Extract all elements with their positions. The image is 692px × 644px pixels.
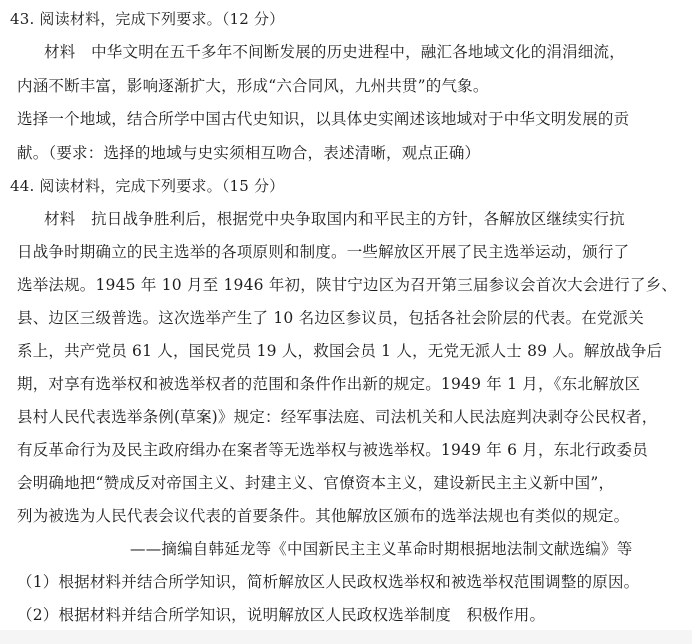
q44-source-citation: ——摘编自韩延龙等《中国新民主主义革命时期根据地法制文献选编》等 [130, 540, 633, 558]
q44-question-2: （2）根据材料并结合所学知识，说明解放区人民政权选举制度 积极作用。 [17, 606, 546, 624]
q44-material-line-3: 选举法规。1945 年 10 月至 1946 年初，陕甘宁边区为召开第三届参议会首次大会进行了乡、 [17, 276, 678, 294]
q44-material-line-2: 日战争时期确立的民主选举的各项原则和制度。一些解放区开展了民主选举运动，颁行了 [17, 243, 630, 261]
q43-header: 43. 阅读材料，完成下列要求。（12 分） [10, 10, 285, 28]
q44-material-line-1: 材料 抗日战争胜利后，根据党中央争取国内和平民主的方针，各解放区继续实行抗 [44, 210, 625, 228]
q44-material-line-4: 县、边区三级普选。这次选举产生了 10 名边区参议员，包括各社会阶层的代表。在党派关 [17, 309, 644, 327]
q43-material-line-1: 材料 中华文明在五千多年不间断发展的历史进程中，融汇各地域文化的涓涓细流， [44, 43, 625, 61]
q44-material-line-8: 有反革命行为及民主政府缉办在案者等无选举权与被选举权。1949 年 6 月，东北行政委员 [17, 441, 648, 459]
q44-material-line-7: 县村人民代表选举条例(草案)》规定：经军事法庭、司法机关和人民法庭判决剥夺公民权者， [17, 408, 658, 426]
q44-header: 44. 阅读材料，完成下列要求。（15 分） [10, 177, 285, 195]
q44-question-1: （1）根据材料并结合所学知识，简析解放区人民政权选举权和被选举权范围调整的原因。 [17, 573, 640, 591]
q44-material-line-9: 会明确地把“赞成反对帝国主义、封建主义、官僚资本主义，建设新民主主义新中国”， [17, 474, 615, 492]
q44-material-line-10: 列为被选为人民代表会议代表的首要条件。其他解放区颁布的选举法规也有类似的规定。 [17, 507, 630, 525]
q44-material-line-5: 系上，共产党员 61 人，国民党员 19 人，救国会员 1 人，无党无派人士 89 人。解放战争后 [17, 342, 663, 360]
q44-material-line-6: 期，对享有选举权和被选举权者的范围和条件作出新的规定。1949 年 1 月，《东北解放区 [17, 375, 641, 393]
q43-material-line-2: 内涵不断丰富，影响逐渐扩大，形成“六合同风，九州共贯”的气象。 [17, 77, 489, 95]
q43-task-line-2: 献。（要求：选择的地域与史实须相互吻合，表述清晰，观点正确） [17, 144, 481, 162]
q43-task-line-1: 选择一个地域，结合所学中国古代史知识，以具体史实阐述该地域对于中华文明发展的贡 [17, 110, 630, 128]
bottom-shade [0, 630, 692, 644]
